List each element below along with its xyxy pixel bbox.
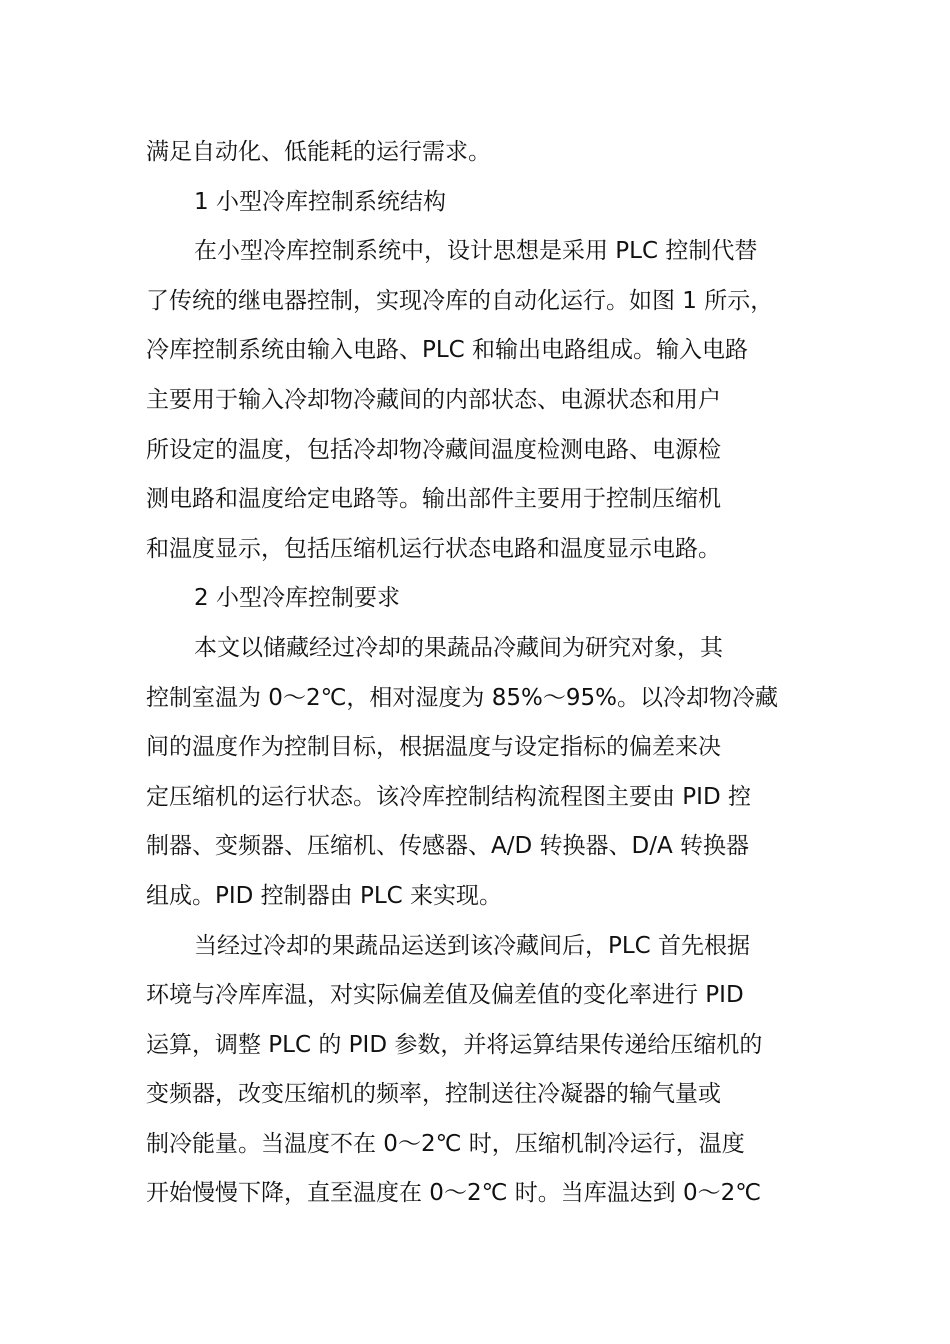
text-line: 运算，调整 PLC 的 PID 参数，并将运算结果传递给压缩机的 [146,1031,763,1058]
text-line: 控制室温为 0～2℃，相对湿度为 85%～95%。以冷却物冷藏 [146,684,778,711]
text-line: 间的温度作为控制目标，根据温度与设定指标的偏差来决 [146,734,721,761]
text-line: 冷库控制系统由输入电路、PLC 和输出电路组成。输入电路 [146,337,749,364]
text-line: 2 小型冷库控制要求 [194,585,400,612]
text-line: 环境与冷库库温，对实际偏差值及偏差值的变化率进行 PID [146,982,744,1009]
body-text [146,128,826,1219]
text-line: 组成。PID 控制器由 PLC 来实现。 [146,882,503,909]
text-line: 制冷能量。当温度不在 0～2℃ 时，压缩机制冷运行，温度 [146,1130,745,1157]
text-line: 测电路和温度给定电路等。输出部件主要用于控制压缩机 [146,486,721,513]
text-line: 制器、变频器、压缩机、传感器、A/D 转换器、D/A 转换器 [146,833,750,860]
text-line: 在小型冷库控制系统中，设计思想是采用 PLC 控制代替 [194,238,758,265]
text-line: 所设定的温度，包括冷却物冷藏间温度检测电路、电源检 [146,436,721,463]
text-line: 满足自动化、低能耗的运行需求。 [146,139,491,165]
text-line: 本文以储藏经过冷却的果蔬品冷藏间为研究对象，其 [194,634,723,661]
text-line: 主要用于输入冷却物冷藏间的内部状态、电源状态和用户 [146,386,721,413]
text-line: 当经过冷却的果蔬品运送到该冷藏间后，PLC 首先根据 [194,932,751,959]
text-line: 开始慢慢下降，直至温度在 0～2℃ 时。当库温达到 0～2℃ [146,1180,762,1207]
text-line: 了传统的继电器控制，实现冷库的自动化运行。如图 1 所示， [146,287,774,314]
text-line: 定压缩机的运行状态。该冷库控制结构流程图主要由 PID 控 [146,783,751,810]
text-line: 变频器，改变压缩机的频率，控制送往冷凝器的输气量或 [146,1081,721,1108]
text-line: 和温度显示，包括压缩机运行状态电路和温度显示电路。 [146,535,721,562]
text-line: 1 小型冷库控制系统结构 [194,188,446,215]
